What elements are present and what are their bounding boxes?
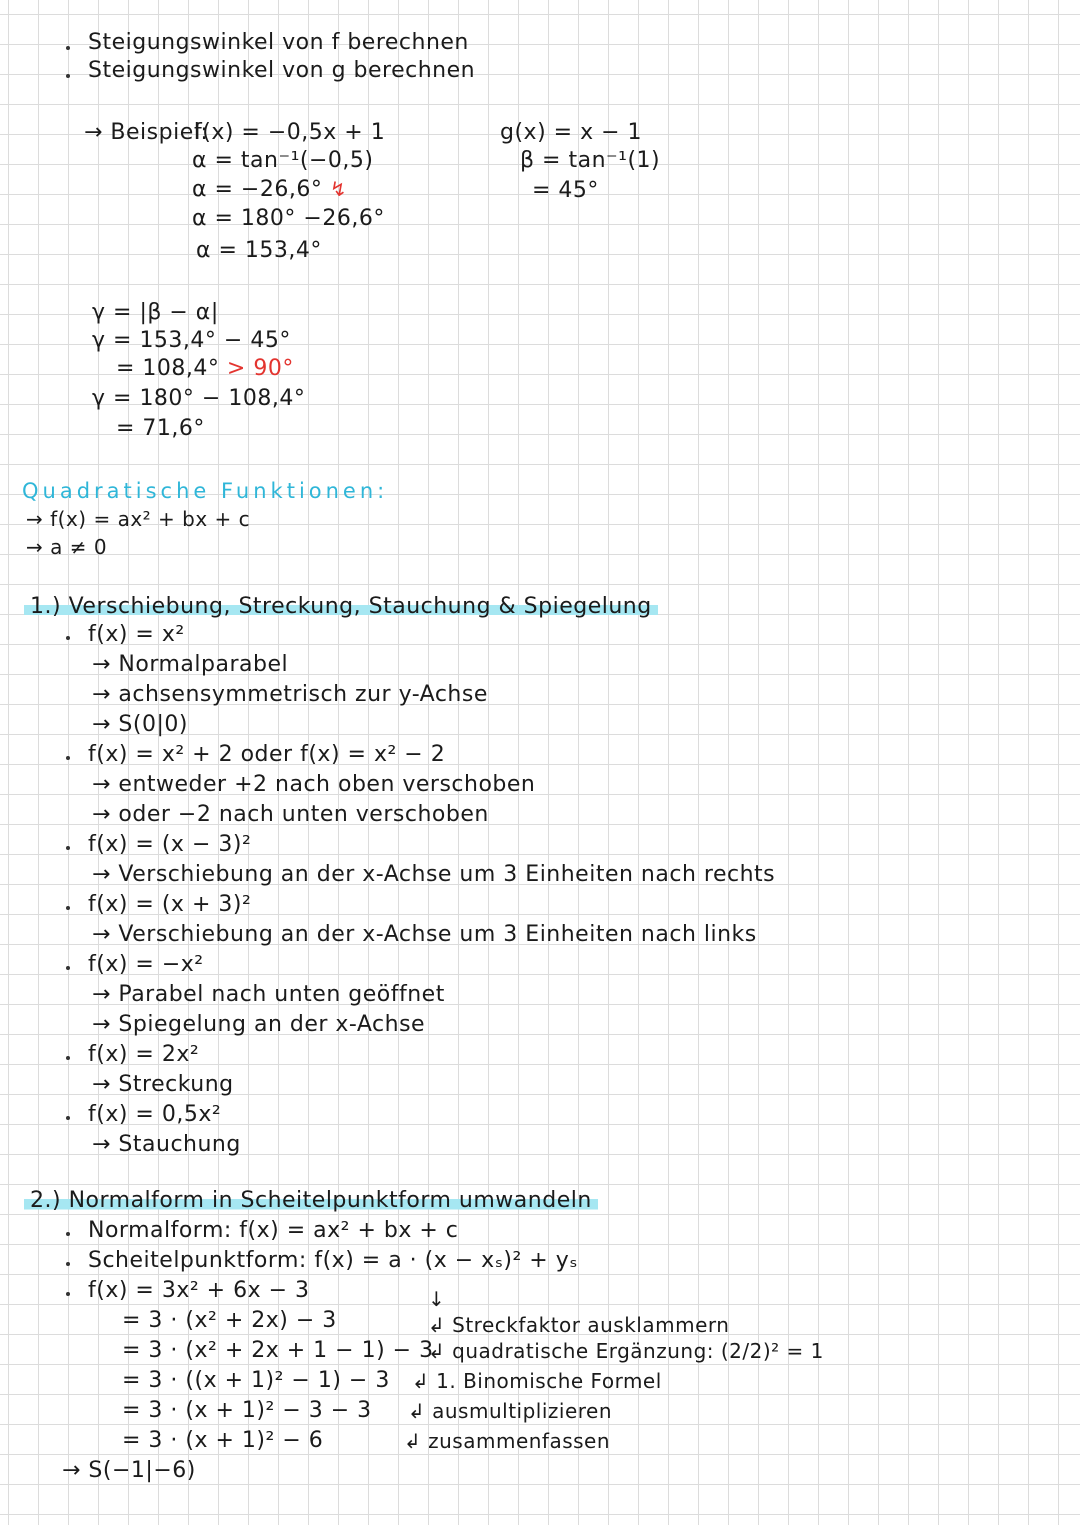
annotation-arrow-icon: ↲	[404, 1429, 429, 1453]
annotation-arrow-icon: ↲	[428, 1313, 453, 1337]
section-1-title-text: 1.) Verschiebung, Streckung, Stauchung & Spiegelung	[24, 594, 658, 619]
example-g-def: g(x) = x − 1	[500, 120, 643, 145]
bullet-dot	[66, 74, 70, 78]
s2-example-start: f(x) = 3x² + 6x − 3	[88, 1278, 310, 1303]
example-beta-2: = 45°	[532, 178, 599, 203]
alpha-2-value: α = −26,6°	[192, 177, 323, 202]
s2-step-5: = 3 · (x + 1)² − 6	[122, 1428, 324, 1453]
s1-f-x2: f(x) = x²	[88, 622, 185, 647]
annotation-arrow-icon: ↲	[412, 1369, 437, 1393]
s1-nach-unten: → oder −2 nach unten verschoben	[92, 802, 489, 827]
bullet-steigungswinkel-f: Steigungswinkel von f berechnen	[88, 30, 469, 55]
s1-streckung: → Streckung	[92, 1072, 234, 1097]
gamma-line-2: γ = 153,4° − 45°	[92, 328, 291, 353]
section-1-title	[24, 592, 658, 622]
annotation-arrow-icon: ↓	[428, 1287, 446, 1311]
s1-minus-x2: f(x) = −x²	[88, 952, 204, 977]
s1-links: → Verschiebung an der x-Achse um 3 Einheiten nach links	[92, 922, 757, 947]
gamma-line-4: γ = 180° − 108,4°	[92, 386, 306, 411]
bullet-dot	[66, 906, 70, 910]
note-streckfaktor-text: Streckfaktor ausklammern	[452, 1313, 730, 1337]
note-zusammenfassen-text: zusammenfassen	[428, 1429, 611, 1453]
gamma-line-5: = 71,6°	[116, 416, 205, 441]
s1-x-plus-3: f(x) = (x + 3)²	[88, 892, 252, 917]
s1-2x2: f(x) = 2x²	[88, 1042, 200, 1067]
gamma-line-1: γ = |β − α|	[92, 300, 219, 325]
gamma-line-3	[116, 354, 294, 384]
s1-rechts: → Verschiebung an der x-Achse um 3 Einheiten nach rechts	[92, 862, 776, 887]
s1-nach-oben: → entweder +2 nach oben verschoben	[92, 772, 536, 797]
s1-05x2: f(x) = 0,5x²	[88, 1102, 222, 1127]
s1-stauchung: → Stauchung	[92, 1132, 241, 1157]
s1-normalparabel: → Normalparabel	[92, 652, 289, 677]
bullet-dot	[66, 1232, 70, 1236]
example-alpha-2	[192, 174, 347, 205]
bullet-dot	[66, 846, 70, 850]
quad-general-form: → f(x) = ax² + bx + c	[26, 507, 251, 531]
s2-step-1: = 3 · (x² + 2x) − 3	[122, 1308, 337, 1333]
s2-result-scheitel: → S(−1|−6)	[62, 1458, 196, 1483]
bullet-dot	[66, 1292, 70, 1296]
s2-scheitelpunktform: Scheitelpunktform: f(x) = a · (x − xₛ)² + yₛ	[88, 1248, 578, 1273]
bullet-dot	[66, 1056, 70, 1060]
example-alpha-3: α = 180° −26,6°	[192, 206, 385, 231]
bullet-dot	[66, 756, 70, 760]
s2-step-4: = 3 · (x + 1)² − 3 − 3	[122, 1398, 372, 1423]
bullet-dot	[66, 636, 70, 640]
s1-scheitel-00: → S(0|0)	[92, 712, 188, 737]
note-ergaenzung-text: quadratische Ergänzung: (2/2)² = 1	[452, 1339, 824, 1363]
example-f-def: f(x) = −0,5x + 1	[194, 120, 386, 145]
note-ausmultiplizieren-text: ausmultiplizieren	[432, 1399, 613, 1423]
bullet-dot	[66, 1262, 70, 1266]
gamma-greater-90: > 90°	[219, 356, 294, 381]
annotation-arrow-icon: ↲	[428, 1339, 453, 1363]
s2-normalform: Normalform: f(x) = ax² + bx + c	[88, 1218, 459, 1243]
s1-nach-unten-geoeffnet: → Parabel nach unten geöffnet	[92, 982, 445, 1007]
s2-step-2: = 3 · (x² + 2x + 1 − 1) − 3	[122, 1338, 434, 1363]
contradiction-mark: ↯	[329, 177, 348, 201]
example-beta-1: β = tan⁻¹(1)	[520, 148, 661, 173]
gamma-108: = 108,4°	[116, 356, 220, 381]
note-binomische-formel	[412, 1366, 662, 1396]
s1-x2-plus-minus-2: f(x) = x² + 2 oder f(x) = x² − 2	[88, 742, 446, 767]
note-ausmultiplizieren	[408, 1396, 612, 1426]
example-label: → Beispiel:	[84, 120, 209, 145]
bullet-dot	[66, 46, 70, 50]
annotation-arrow-icon: ↲	[408, 1399, 433, 1423]
example-alpha-4: α = 153,4°	[196, 238, 322, 263]
note-binomisch-text: 1. Binomische Formel	[436, 1369, 662, 1393]
s1-achsensymmetrisch: → achsensymmetrisch zur y-Achse	[92, 682, 488, 707]
bullet-dot	[66, 1116, 70, 1120]
bullet-dot	[66, 966, 70, 970]
section-2-title-text: 2.) Normalform in Scheitelpunktform umwandeln	[24, 1188, 598, 1213]
section-2-title	[24, 1186, 598, 1216]
example-alpha-1: α = tan⁻¹(−0,5)	[192, 148, 374, 173]
s1-x-minus-3: f(x) = (x − 3)²	[88, 832, 252, 857]
s2-step-3: = 3 · ((x + 1)² − 1) − 3	[122, 1368, 390, 1393]
quad-heading: Quadratische Funktionen:	[22, 479, 389, 503]
note-quadratische-ergaenzung	[428, 1336, 824, 1366]
s1-spiegelung: → Spiegelung an der x-Achse	[92, 1012, 426, 1037]
bullet-steigungswinkel-g: Steigungswinkel von g berechnen	[88, 58, 476, 83]
note-zusammenfassen	[404, 1426, 610, 1456]
quad-a-not-zero: → a ≠ 0	[26, 535, 108, 559]
